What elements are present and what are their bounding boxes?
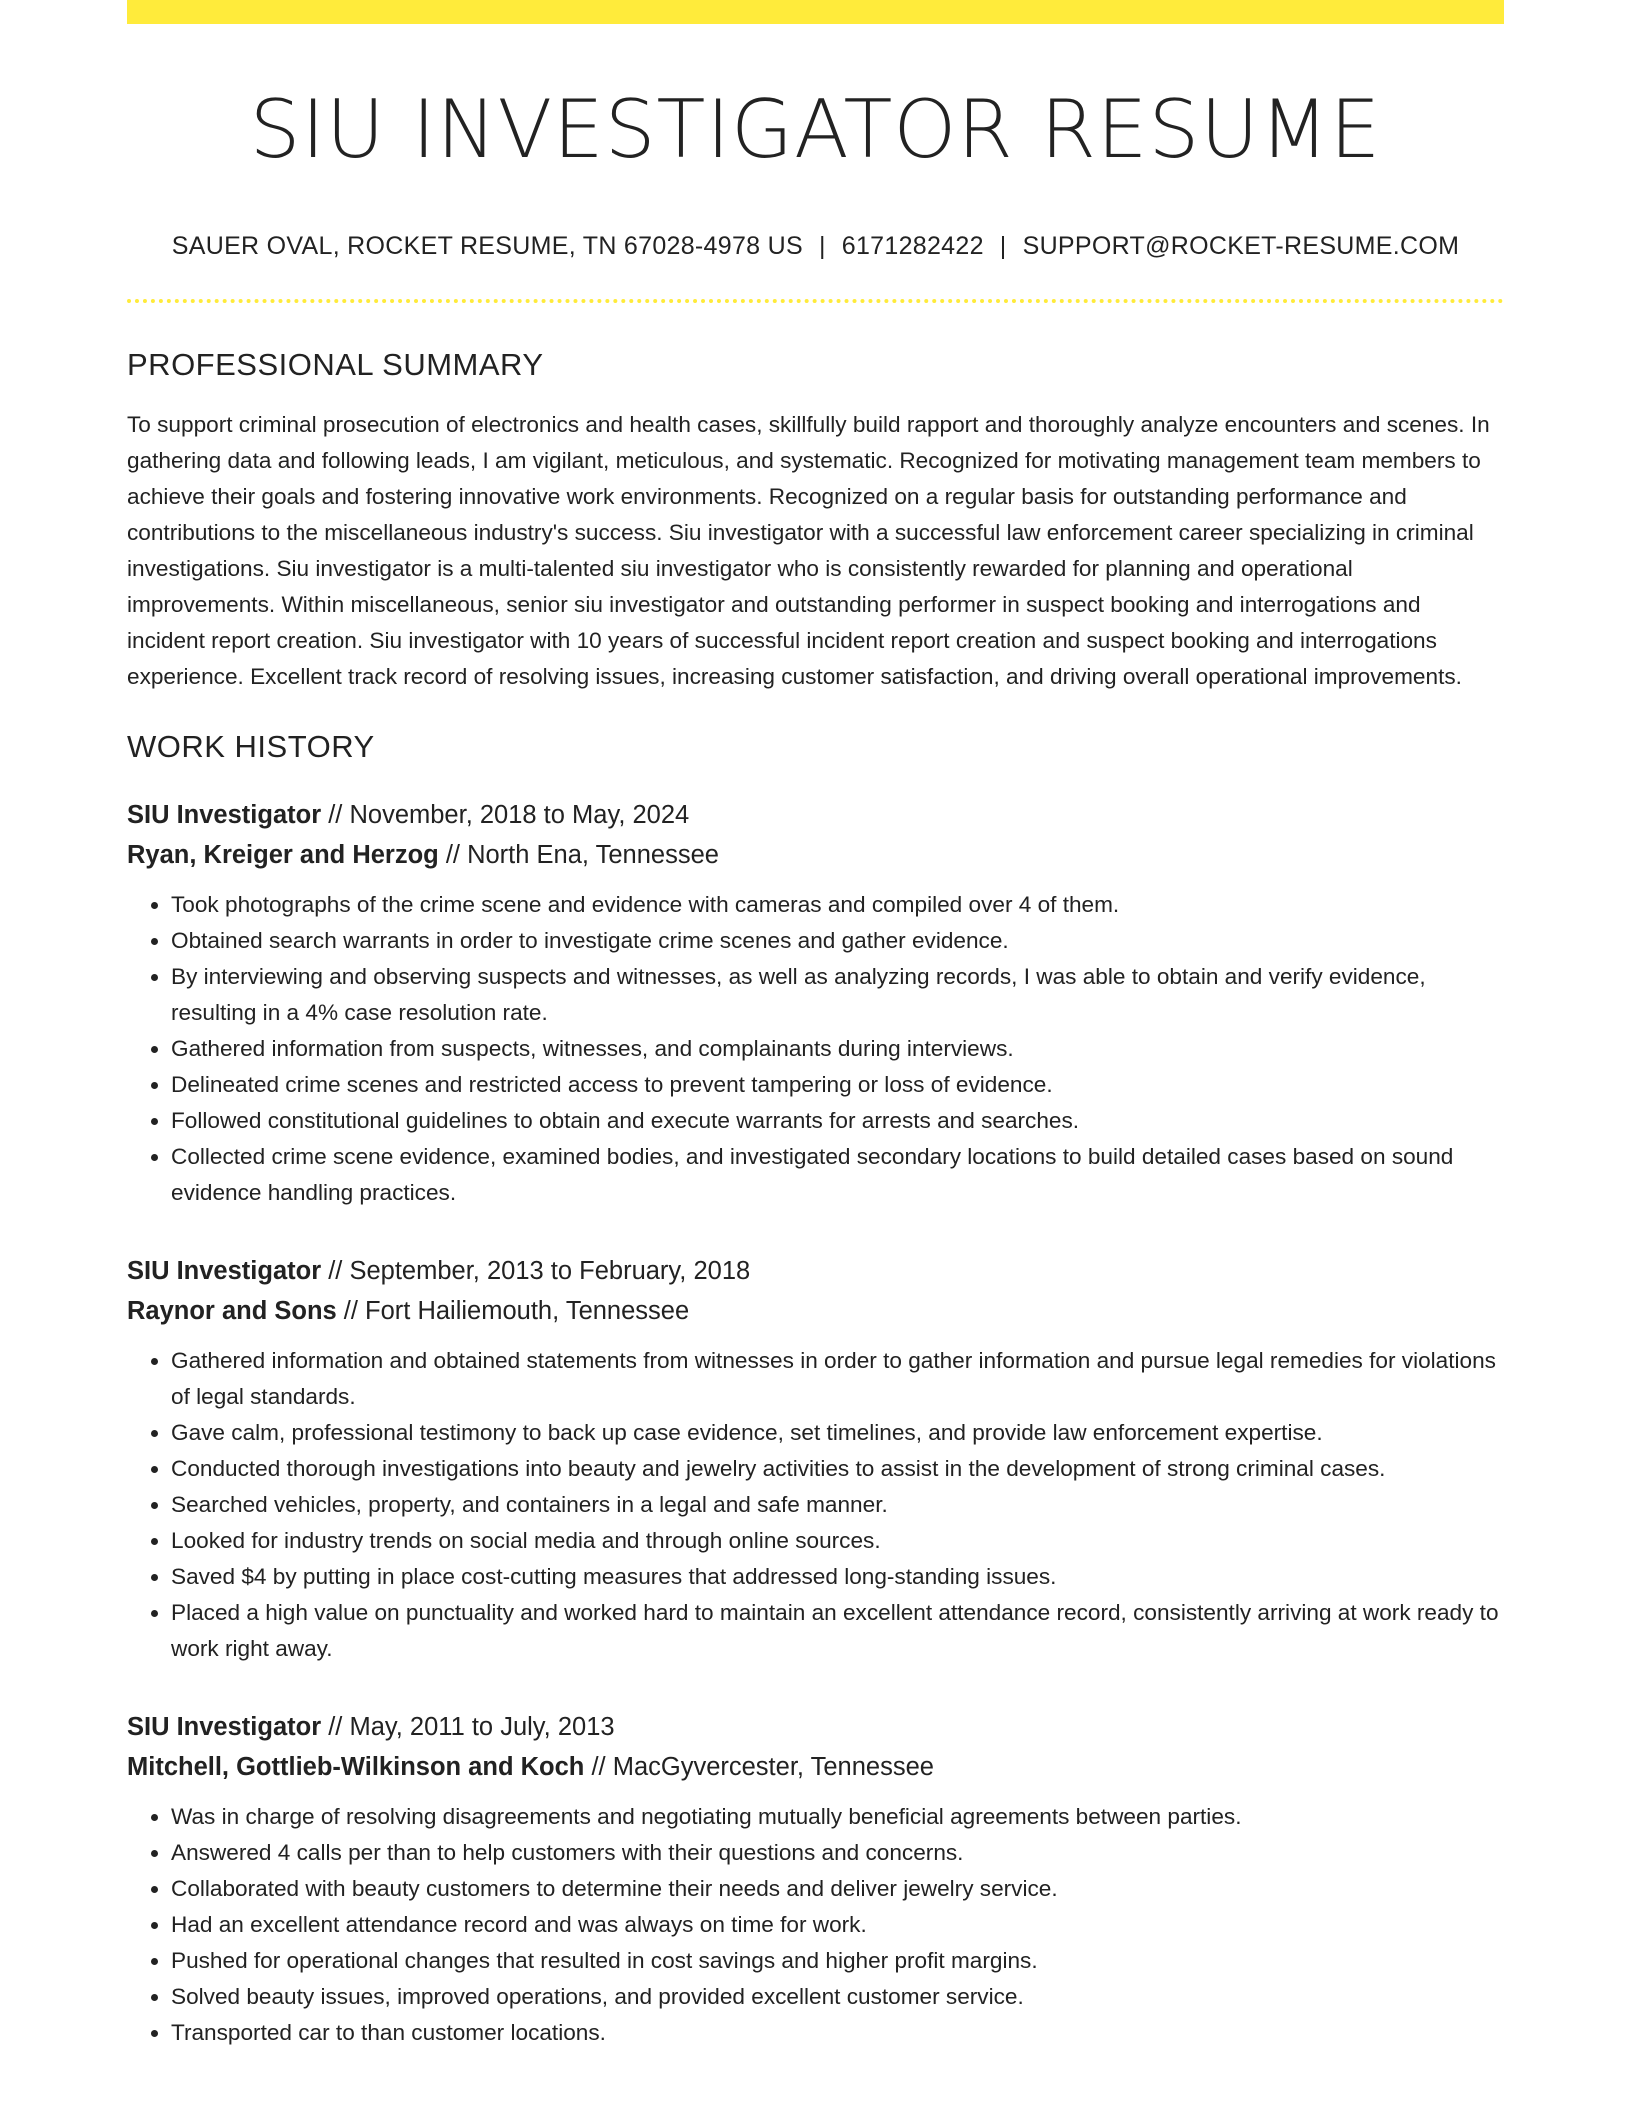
job-company-line <box>127 1747 1504 1787</box>
job-bullets <box>127 887 1504 1211</box>
job-title: SIU Investigator <box>127 1257 322 1285</box>
job-bullet: • Collected crime scene evidence, examined bodies, and investigated secondary locations to build detailed cases based on sound evidence handling practices. <box>171 1139 1504 1211</box>
job-bullets <box>127 1799 1504 2051</box>
job-company: Mitchell, Gottlieb-Wilkinson and Koch <box>127 1753 585 1781</box>
job-bullet: • Placed a high value on punctuality and worked hard to maintain an excellent attendance record, consistently arriving at work ready to work right away. <box>171 1595 1504 1667</box>
resume-title: SIU INVESTIGATOR RESUME <box>249 83 1382 176</box>
job-entry <box>127 1707 1504 2051</box>
job-bullet: • Delineated crime scenes and restricted access to prevent tampering or loss of evidence. <box>171 1067 1504 1103</box>
contact-line <box>127 232 1504 261</box>
job-bullet: • Looked for industry trends on social media and through online sources. <box>171 1523 1504 1559</box>
job-bullet: • Gave calm, professional testimony to back up case evidence, set timelines, and provide law enforcement expertise. <box>171 1415 1504 1451</box>
job-bullet: • Solved beauty issues, improved operations, and provided excellent customer service. <box>171 1979 1504 2015</box>
job-location: // MacGyvercester, Tennessee <box>584 1753 934 1781</box>
job-bullet: • Conducted thorough investigations into beauty and jewelry activities to assist in the development of strong criminal cases. <box>171 1451 1504 1487</box>
job-bullet: • Saved $4 by putting in place cost-cutting measures that addressed long-standing issues. <box>171 1559 1504 1595</box>
job-bullet: • Gathered information and obtained statements from witnesses in order to gather information and pursue legal remedies for violations of legal standards. <box>171 1343 1504 1415</box>
job-bullet: • Transported car to than customer locations. <box>171 2015 1504 2051</box>
job-bullet: • Was in charge of resolving disagreements and negotiating mutually beneficial agreements between parties. <box>171 1799 1504 1835</box>
job-company: Ryan, Kreiger and Herzog <box>127 841 439 869</box>
job-bullet: • Collaborated with beauty customers to determine their needs and deliver jewelry service. <box>171 1871 1504 1907</box>
job-company-line <box>127 1291 1504 1331</box>
job-entry <box>127 795 1504 1211</box>
job-title: SIU Investigator <box>127 801 322 829</box>
job-bullet: • By interviewing and observing suspects and witnesses, as well as analyzing records, I was able to obtain and verify evidence, resulting in a 4% case resolution rate. <box>171 959 1504 1031</box>
job-dates: // May, 2011 to July, 2013 <box>321 1713 615 1741</box>
contact-phone: 6171282422 <box>841 232 984 260</box>
job-bullet: • Had an excellent attendance record and was always on time for work. <box>171 1907 1504 1943</box>
dotted-divider <box>127 299 1504 303</box>
contact-separator: | <box>818 232 826 260</box>
contact-address: SAUER OVAL, ROCKET RESUME, TN 67028-4978 US <box>171 232 803 260</box>
job-bullet: • Followed constitutional guidelines to obtain and execute warrants for arrests and searches. <box>171 1103 1504 1139</box>
job-title-line <box>127 1251 1504 1291</box>
job-title-line <box>127 1707 1504 1747</box>
job-bullet: • Answered 4 calls per than to help customers with their questions and concerns. <box>171 1835 1504 1871</box>
summary-text: To support criminal prosecution of electronics and health cases, skillfully build rapport and thoroughly analyze encounters and scenes. In gathering data and following leads, I am vigilant, meticulous, and systematic. Recognized for motivating management team members to achieve their goals and fostering innovative work environments. Recognized on a regular basis for outstanding performance and contributions to the miscellaneous industry's success. Siu investigator with a successful law enforcement career specializing in criminal investigations. Siu investigator is a multi-talented siu investigator who is consistently rewarded for planning and operational improvements. Within miscellaneous, senior siu investigator and outstanding performer in suspect booking and interrogations and incident report creation. Siu investigator with 10 years of successful incident report creation and suspect booking and interrogations experience. Excellent track record of resolving issues, increasing customer satisfaction, and driving overall operational improvements. <box>127 412 1490 689</box>
job-title: SIU Investigator <box>127 1713 322 1741</box>
work-history-list <box>127 795 1504 2051</box>
summary-heading: PROFESSIONAL SUMMARY <box>127 347 544 382</box>
accent-bar <box>127 0 1504 24</box>
job-company-line <box>127 835 1504 875</box>
job-location: // Fort Hailiemouth, Tennessee <box>336 1297 690 1325</box>
job-bullet: • Searched vehicles, property, and containers in a legal and safe manner. <box>171 1487 1504 1523</box>
job-bullet: • Obtained search warrants in order to investigate crime scenes and gather evidence. <box>171 923 1504 959</box>
job-bullet: • Pushed for operational changes that resulted in cost savings and higher profit margins. <box>171 1943 1504 1979</box>
work-history-heading: WORK HISTORY <box>127 729 375 764</box>
contact-separator: | <box>999 232 1007 260</box>
job-bullets <box>127 1343 1504 1667</box>
job-bullet: • Gathered information from suspects, witnesses, and complainants during interviews. <box>171 1031 1504 1067</box>
resume-page <box>127 0 1504 2051</box>
job-entry <box>127 1251 1504 1667</box>
job-dates: // November, 2018 to May, 2024 <box>321 801 690 829</box>
job-location: // North Ena, Tennessee <box>438 841 719 869</box>
job-dates: // September, 2013 to February, 2018 <box>321 1257 751 1285</box>
contact-email: SUPPORT@ROCKET-RESUME.COM <box>1022 232 1460 260</box>
job-bullet: • Took photographs of the crime scene and evidence with cameras and compiled over 4 of them. <box>171 887 1504 923</box>
job-company: Raynor and Sons <box>127 1297 337 1325</box>
job-title-line <box>127 795 1504 835</box>
